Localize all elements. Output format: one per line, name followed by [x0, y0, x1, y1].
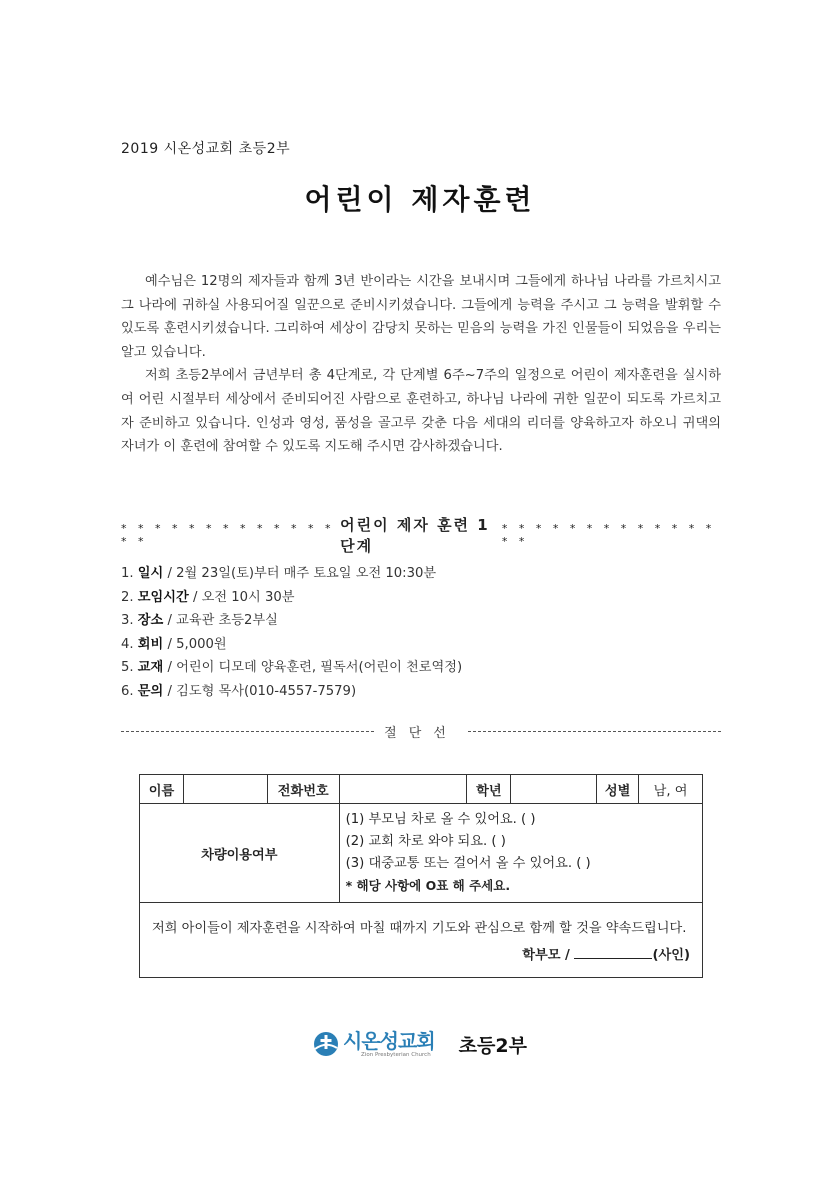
detail-number: 3.: [121, 613, 134, 629]
detail-label: 문의: [137, 683, 164, 699]
detail-label: 교재: [137, 660, 164, 676]
step-title: 어린이 제자 훈련 1단계: [340, 516, 490, 555]
pledge-text: 저희 아이들이 제자훈련을 시작하여 마칠 때까지 기도와 관심으로 함께 할 것을 약속드립니다.: [152, 921, 687, 936]
signature-suffix: (사인): [652, 948, 690, 963]
cut-label: 절단선: [384, 726, 458, 741]
intro-text: [121, 270, 721, 459]
detail-number: 6.: [121, 683, 134, 699]
detail-item: 1. 일시 / 2월 23일(토)부터 매주 토요일 오전 10:30분: [121, 566, 437, 581]
detail-label: 모임시간: [137, 589, 189, 605]
detail-item: 4. 회비 / 5,000원: [121, 636, 227, 652]
phone-label: 전화번호: [267, 775, 339, 804]
detail-number: 1.: [121, 566, 134, 581]
detail-value: 교육관 초등2부실: [176, 613, 278, 629]
detail-number: 4.: [121, 636, 134, 652]
stars-left: * * * * * * * * * * * * * * *: [121, 522, 335, 548]
name-label: 이름: [140, 775, 184, 804]
detail-item: 5. 교재 / 어린이 디모데 양육훈련, 필독서(어린이 천로역정): [121, 660, 463, 676]
detail-value: 2월 23일(토)부터 매주 토요일 오전 10:30분: [176, 566, 437, 581]
vehicle-option[interactable]: (1) 부모님 차로 올 수 있어요. ( ): [345, 812, 536, 827]
grade-label: 학년: [467, 775, 511, 804]
details-list: [121, 562, 721, 704]
step-heading: [121, 514, 721, 556]
vehicle-option[interactable]: (3) 대중교통 또는 걸어서 올 수 있어요. ( ): [345, 856, 591, 871]
detail-item: 3. 장소 / 교육관 초등2부실: [121, 613, 278, 629]
stars-right: * * * * * * * * * * * * * * *: [501, 522, 716, 548]
registration-form: [139, 774, 703, 978]
document-header: 2019 시온성교회 초등2부: [121, 141, 291, 157]
intro-paragraph-1: 예수님은 12명의 제자들과 함께 3년 반이라는 시간을 보내시며 그들에게 하나님 나라를 가르치시고 그 나라에 귀하실 사용되어질 일꾼으로 준비시키셨습니다. 그들에게 능력을 주시고 그 능력을 발휘할 수 있도록 훈련시키셨습니다. 그리하여 세상이 감당치 못하는 믿음의 능력을 가진 인물들이 되었음을 우리는 알고 있습니다.: [121, 274, 721, 360]
detail-label: 일시: [137, 566, 164, 581]
phone-field[interactable]: [339, 775, 467, 804]
detail-value: 오전 10시 30분: [201, 589, 295, 605]
vehicle-options: [339, 804, 702, 903]
detail-label: 장소: [137, 613, 164, 629]
church-logo: [0, 1030, 840, 1058]
detail-value: 김도형 목사(010-4557-7579): [176, 683, 357, 699]
gender-label: 성별: [597, 775, 639, 804]
cut-line: [121, 722, 721, 741]
department-name: 초등2부: [458, 1034, 527, 1057]
cut-dash-right: [468, 731, 721, 732]
document-title: 어린이 제자훈련: [304, 183, 536, 216]
church-english-name: Zion Presbyterian Church: [361, 1052, 431, 1058]
detail-label: 회비: [137, 636, 164, 652]
grade-field[interactable]: [511, 775, 597, 804]
cross-logo-icon: [313, 1031, 339, 1057]
parent-signature: [152, 944, 692, 967]
gender-field[interactable]: 남, 여: [639, 775, 703, 804]
detail-value: 어린이 디모데 양육훈련, 필독서(어린이 천로역정): [176, 660, 463, 676]
detail-value: 5,000원: [176, 636, 227, 652]
name-field[interactable]: [183, 775, 267, 804]
signature-label: 학부모 /: [522, 948, 570, 963]
church-name-block: [343, 1030, 435, 1058]
intro-paragraph-2: 저희 초등2부에서 금년부터 총 4단계로, 각 단계별 6주~7주의 일정으로 어린이 제자훈련을 실시하여 어린 시절부터 세상에서 준비되어진 사람으로 훈련하고, 하나님 나라에 귀한 일꾼이 되도록 가르치고자 준비하고 있습니다. 인성과 영성, 품성을 골고루 갖춘 다음 세대의 리더를 양육하고자 하오니 귀댁의 자녀가 이 훈련에 참여할 수 있도록 지도해 주시면 감사하겠습니다.: [121, 368, 721, 455]
detail-item: 6. 문의 / 김도형 목사(010-4557-7579): [121, 683, 357, 699]
vehicle-option[interactable]: (2) 교회 차로 와야 되요. ( ): [345, 834, 506, 849]
detail-number: 5.: [121, 660, 134, 676]
vehicle-note: * 해당 사항에 O표 해 주세요.: [345, 878, 511, 893]
vehicle-label: 차량이용여부: [140, 804, 340, 903]
pledge-section: [140, 903, 703, 978]
detail-item: 2. 모임시간 / 오전 10시 30분: [121, 589, 295, 605]
detail-number: 2.: [121, 589, 134, 605]
signature-blank[interactable]: [574, 944, 652, 959]
church-name: 시온성교회: [343, 1029, 435, 1053]
cut-dash-left: [121, 731, 374, 732]
